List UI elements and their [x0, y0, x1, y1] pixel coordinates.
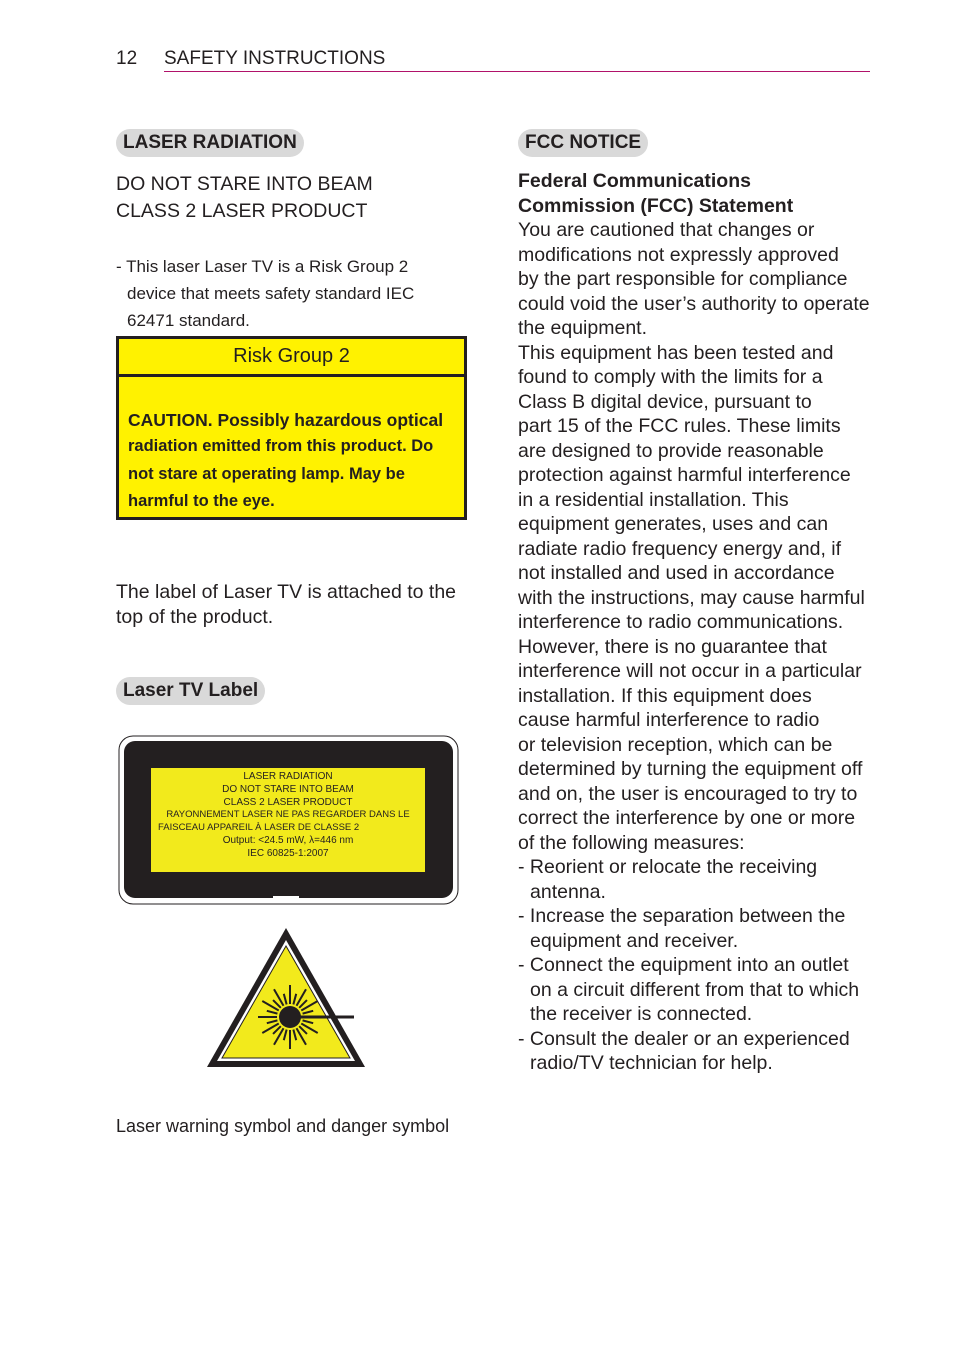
laser-radiation-pill: LASER RADIATION: [116, 129, 304, 157]
fcc-line: installation. If this equipment does: [518, 684, 812, 707]
label-text-panel: [151, 768, 425, 872]
fcc-heading-line: Federal Communications: [518, 170, 751, 192]
fcc-measure-line: on a circuit different from that to which: [530, 978, 860, 1001]
fcc-line: part 15 of the FCC rules. These limits: [518, 415, 841, 437]
label-line: IEC 60825-1:2007: [247, 847, 329, 859]
fcc-measure-item: [518, 1027, 878, 1076]
fcc-line: radiate radio frequency energy and, if: [518, 537, 842, 560]
fcc-paragraph-1: [518, 218, 878, 341]
laser-warning: [116, 171, 476, 225]
label-attachment-note: [116, 580, 476, 629]
fcc-line: by the part responsible for compliance: [518, 268, 848, 290]
laser-tv-label: [118, 735, 459, 906]
fcc-measure-line: - Consult the dealer or an experienced: [518, 1027, 850, 1050]
label-line: DO NOT STARE INTO BEAM: [222, 783, 354, 795]
section-title: SAFETY INSTRUCTIONS: [164, 48, 386, 69]
header-rule: [164, 71, 870, 72]
fcc-measure-item: [518, 904, 878, 953]
fcc-line: interference to radio communications.: [518, 611, 844, 633]
caution-line: not stare at operating lamp. May be: [128, 464, 405, 483]
fcc-line: cause harmful interference to radio: [518, 709, 820, 731]
fcc-measure-line: - Increase the separation between the: [518, 905, 846, 927]
fcc-heading-line: Commission (FCC) Statement: [518, 194, 794, 217]
laser-warning-icon: [204, 926, 368, 1070]
laser-tv-label-pill: Laser TV Label: [116, 677, 265, 705]
fcc-measure-line: radio/TV technician for help.: [530, 1052, 773, 1074]
fcc-measure-line: antenna.: [530, 880, 606, 903]
fcc-measure-item: [518, 953, 878, 1027]
caution-line: radiation emitted from this product. Do: [128, 437, 434, 455]
fcc-line: You are cautioned that changes or: [518, 219, 815, 241]
fcc-line: equipment generates, uses and can: [518, 513, 829, 535]
fcc-line: or television reception, which can be: [518, 733, 833, 756]
fcc-measure-line: the receiver is connected.: [530, 1003, 753, 1025]
caution-line: harmful to the eye.: [128, 492, 275, 510]
fcc-measures-list: [518, 855, 878, 1076]
attach-line: The label of Laser TV is attached to the: [116, 581, 457, 603]
fcc-line: the equipment.: [518, 317, 648, 339]
fcc-line: with the instructions, may cause harmful: [518, 586, 865, 609]
fcc-measure-line: - Reorient or relocate the receiving: [518, 856, 818, 878]
fcc-line: could void the user’s authority to operate: [518, 292, 870, 315]
warning-line: DO NOT STARE INTO BEAM: [116, 173, 373, 195]
fcc-measure-item: [518, 855, 878, 904]
attach-line: top of the product.: [116, 605, 274, 628]
label-line: LASER RADIATION: [243, 771, 333, 782]
note-line: device that meets safety standard IEC: [127, 284, 415, 303]
symbol-caption: Laser warning symbol and danger symbol: [116, 1116, 450, 1136]
fcc-line: This equipment has been tested and: [518, 341, 834, 364]
fcc-line: found to comply with the limits for a: [518, 366, 823, 388]
label-line: FAISCEAU APPAREIL À LASER DE CLASSE 2: [158, 822, 360, 834]
caution-line: CAUTION. Possibly hazardous optical: [128, 410, 444, 430]
page-number: 12: [116, 48, 138, 69]
risk-group-note: [116, 253, 476, 334]
fcc-line: correct the interference by one or more: [518, 807, 856, 829]
fcc-notice-pill: FCC NOTICE: [518, 129, 648, 157]
warning-line: CLASS 2 LASER PRODUCT: [116, 200, 368, 222]
fcc-line: in a residential installation. This: [518, 488, 789, 511]
fcc-measure-line: - Connect the equipment into an outlet: [518, 954, 849, 976]
note-line: 62471 standard.: [127, 311, 250, 330]
fcc-statement: [518, 169, 878, 1076]
fcc-line: modifications not expressly approved: [518, 243, 839, 266]
fcc-line: However, there is no guarantee that: [518, 635, 827, 658]
fcc-line: and on, the user is encouraged to try to: [518, 782, 858, 805]
caution-text: [119, 377, 464, 516]
fcc-line: not installed and used in accordance: [518, 562, 835, 584]
risk-group-box: [116, 336, 467, 520]
fcc-line: interference will not occur in a particular: [518, 660, 862, 682]
fcc-line: protection against harmful interference: [518, 464, 851, 486]
fcc-line: Class B digital device, pursuant to: [518, 390, 812, 413]
fcc-line: of the following measures:: [518, 831, 745, 854]
label-line: Output: <24.5 mW, λ=446 nm: [222, 834, 354, 846]
fcc-paragraph-2: [518, 341, 878, 856]
fcc-line: determined by turning the equipment off: [518, 758, 863, 780]
label-line: RAYONNEMENT LASER NE PAS REGARDER DANS LE: [166, 809, 410, 821]
risk-group-title: Risk Group 2: [119, 339, 464, 377]
fcc-line: are designed to provide reasonable: [518, 439, 824, 462]
fcc-measure-line: equipment and receiver.: [530, 929, 739, 952]
label-line: CLASS 2 LASER PRODUCT: [223, 796, 353, 808]
note-line: - This laser Laser TV is a Risk Group 2: [116, 257, 409, 276]
